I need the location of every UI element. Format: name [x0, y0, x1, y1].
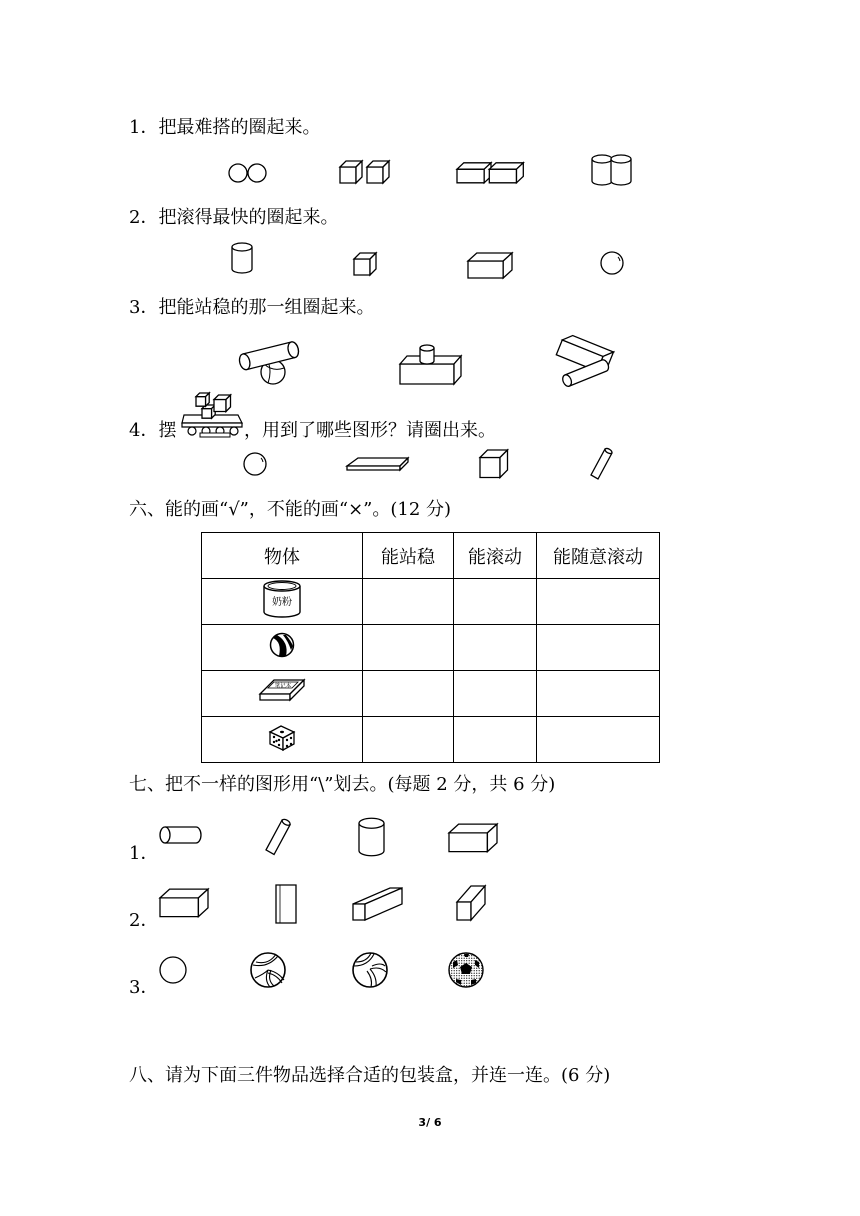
item-3-volleyball-a[interactable]: [250, 952, 288, 994]
cell-can-roll-freely[interactable]: [537, 671, 660, 717]
cell-can-stand[interactable]: [363, 625, 454, 671]
q3-option-cylinder-on-cuboid[interactable]: [399, 344, 463, 390]
notebook-label: 笔记本: [274, 683, 292, 690]
question-3-text: 3．把能站稳的那一组圈起来。: [129, 297, 375, 318]
item-1-label: 1．: [129, 843, 159, 864]
item-3-circle[interactable]: [159, 956, 189, 990]
item-3-soccer-ball[interactable]: [448, 952, 486, 994]
q2-option-cube[interactable]: [354, 253, 378, 281]
section-6-title: 六、能的画“√”，不能的画“×”。(12 分): [129, 499, 452, 520]
table-row: [202, 579, 660, 625]
table-row: [202, 717, 660, 763]
milk-powder-label: 奶粉: [272, 597, 292, 608]
question-1-text: 1．把最难搭的圈起来。: [129, 117, 321, 138]
item-2-cuboid[interactable]: [160, 888, 212, 924]
table-row: [202, 671, 660, 717]
cell-can-stand[interactable]: [363, 717, 454, 763]
notebook-icon: [202, 671, 363, 717]
dice-icon: [202, 717, 363, 763]
item-1-horizontal-cylinder[interactable]: [160, 827, 204, 851]
train-model-figure: [180, 391, 246, 443]
q2-option-sphere[interactable]: [600, 251, 626, 281]
cell-can-stand[interactable]: [363, 579, 454, 625]
header-can-roll: 能滚动: [454, 533, 537, 579]
cell-can-roll[interactable]: [454, 717, 537, 763]
item-1-cylinder[interactable]: [359, 817, 387, 865]
q1-option-cubes[interactable]: [340, 161, 392, 191]
question-4-suffix: ，用到了哪些图形？请圈出来。: [244, 420, 496, 441]
q4-option-cylinder-stick[interactable]: [591, 449, 615, 485]
cell-can-stand[interactable]: [363, 671, 454, 717]
item-1-cuboid[interactable]: [449, 823, 501, 859]
q2-option-cylinder[interactable]: [232, 242, 254, 282]
q1-option-cylinders[interactable]: [592, 154, 634, 192]
ball-icon: [202, 625, 363, 671]
milk-powder-can-icon: [202, 579, 363, 625]
q3-option-cylinder-on-ball[interactable]: [238, 342, 302, 392]
item-2-tall-rectangle[interactable]: [275, 884, 299, 930]
item-2-upright-prism[interactable]: [455, 884, 489, 928]
item-3-volleyball-b[interactable]: [352, 952, 390, 994]
cell-can-roll[interactable]: [454, 579, 537, 625]
section-8-title: 八、请为下面三件物品选择合适的包装盒，并连一连。(6 分): [129, 1065, 611, 1086]
header-can-roll-freely: 能随意滚动: [537, 533, 660, 579]
cell-can-roll-freely[interactable]: [537, 625, 660, 671]
cell-can-roll[interactable]: [454, 671, 537, 717]
q4-option-flat-cuboid[interactable]: [346, 456, 410, 478]
header-can-stand: 能站稳: [363, 533, 454, 579]
cell-can-roll-freely[interactable]: [537, 579, 660, 625]
question-4-prefix: 4．摆: [129, 420, 177, 441]
question-2-text: 2．把滚得最快的圈起来。: [129, 207, 339, 228]
item-2-long-prism[interactable]: [352, 884, 406, 928]
q4-option-sphere[interactable]: [243, 452, 269, 482]
header-object: 物体: [202, 533, 363, 579]
cell-can-roll[interactable]: [454, 625, 537, 671]
table-row: [202, 625, 660, 671]
item-1-slanted-stick[interactable]: [266, 820, 298, 862]
item-3-label: 3．: [129, 977, 159, 998]
q4-option-cube[interactable]: [480, 450, 510, 484]
item-2-label: 2．: [129, 910, 159, 931]
section-7-title: 七、把不一样的图形用“\”划去。(每题 2 分，共 6 分): [129, 774, 556, 795]
q2-option-cuboid[interactable]: [468, 252, 514, 284]
capability-table: [201, 532, 660, 763]
q3-option-cuboid-on-cylinders[interactable]: [556, 336, 622, 386]
q1-option-cuboids[interactable]: [457, 162, 529, 188]
cell-can-roll-freely[interactable]: [537, 717, 660, 763]
q1-option-spheres[interactable]: [228, 160, 270, 190]
page-number: 3/ 6: [418, 1116, 442, 1129]
